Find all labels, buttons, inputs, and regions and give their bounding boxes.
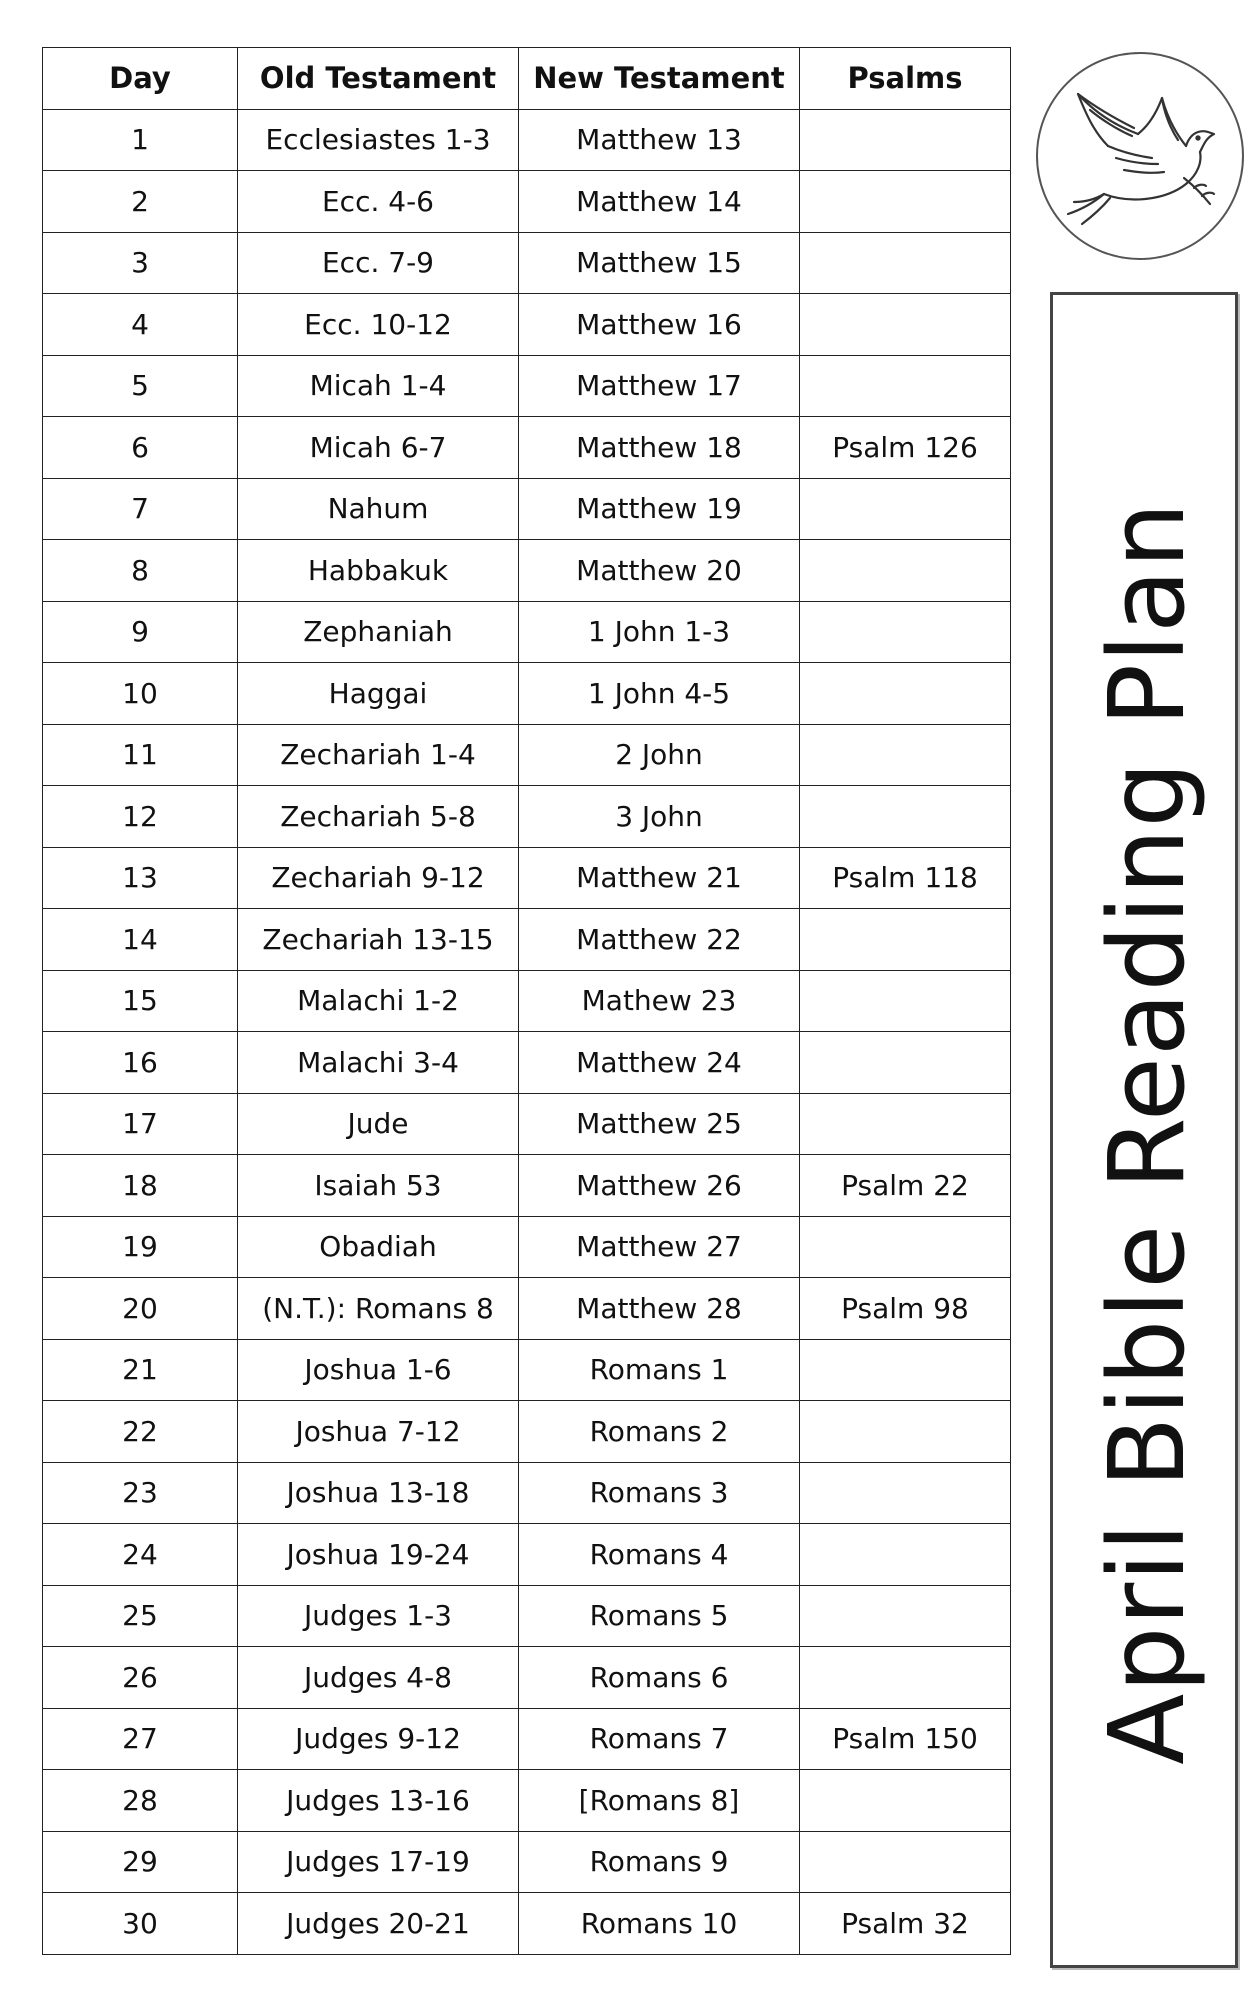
old-testament-cell: Nahum bbox=[238, 478, 519, 540]
new-testament-cell: 3 John bbox=[519, 786, 800, 848]
day-cell: 26 bbox=[43, 1647, 238, 1709]
day-cell: 9 bbox=[43, 601, 238, 663]
new-testament-cell: Mathew 23 bbox=[519, 970, 800, 1032]
old-testament-cell: Obadiah bbox=[238, 1216, 519, 1278]
new-testament-cell: 1 John 4-5 bbox=[519, 663, 800, 725]
table-row bbox=[43, 1401, 1011, 1463]
new-testament-cell: Matthew 15 bbox=[519, 232, 800, 294]
day-cell: 3 bbox=[43, 232, 238, 294]
new-testament-cell: Romans 3 bbox=[519, 1462, 800, 1524]
table-body bbox=[43, 109, 1011, 1954]
psalms-cell bbox=[800, 1093, 1011, 1155]
old-testament-cell: Micah 6-7 bbox=[238, 417, 519, 479]
old-testament-cell: Malachi 3-4 bbox=[238, 1032, 519, 1094]
new-testament-cell: 2 John bbox=[519, 724, 800, 786]
psalms-cell bbox=[800, 724, 1011, 786]
psalms-cell: Psalm 150 bbox=[800, 1708, 1011, 1770]
table-row bbox=[43, 970, 1011, 1032]
psalms-cell bbox=[800, 1770, 1011, 1832]
table-row bbox=[43, 847, 1011, 909]
title-panel bbox=[1050, 292, 1238, 1968]
day-cell: 1 bbox=[43, 109, 238, 171]
new-testament-cell: Matthew 14 bbox=[519, 171, 800, 233]
day-cell: 8 bbox=[43, 540, 238, 602]
day-cell: 23 bbox=[43, 1462, 238, 1524]
psalms-cell: Psalm 126 bbox=[800, 417, 1011, 479]
old-testament-cell: Judges 9-12 bbox=[238, 1708, 519, 1770]
old-testament-cell: Jude bbox=[238, 1093, 519, 1155]
table-row bbox=[43, 355, 1011, 417]
psalms-cell bbox=[800, 355, 1011, 417]
old-testament-cell: Joshua 7-12 bbox=[238, 1401, 519, 1463]
old-testament-cell: Judges 17-19 bbox=[238, 1831, 519, 1893]
new-testament-cell: Matthew 19 bbox=[519, 478, 800, 540]
header-day: Day bbox=[43, 48, 238, 110]
new-testament-cell: Romans 7 bbox=[519, 1708, 800, 1770]
psalms-cell bbox=[800, 786, 1011, 848]
day-cell: 25 bbox=[43, 1585, 238, 1647]
new-testament-cell: Matthew 17 bbox=[519, 355, 800, 417]
table-header-row bbox=[43, 48, 1011, 110]
new-testament-cell: [Romans 8] bbox=[519, 1770, 800, 1832]
old-testament-cell: Zechariah 1-4 bbox=[238, 724, 519, 786]
table-row bbox=[43, 1524, 1011, 1586]
psalms-cell: Psalm 98 bbox=[800, 1278, 1011, 1340]
table-row bbox=[43, 1278, 1011, 1340]
day-cell: 18 bbox=[43, 1155, 238, 1217]
psalms-cell bbox=[800, 909, 1011, 971]
day-cell: 30 bbox=[43, 1893, 238, 1955]
old-testament-cell: Judges 1-3 bbox=[238, 1585, 519, 1647]
table-row bbox=[43, 1647, 1011, 1709]
psalms-cell bbox=[800, 1401, 1011, 1463]
table-row bbox=[43, 1708, 1011, 1770]
old-testament-cell: Judges 20-21 bbox=[238, 1893, 519, 1955]
psalms-cell bbox=[800, 478, 1011, 540]
psalms-cell bbox=[800, 1032, 1011, 1094]
table-row bbox=[43, 417, 1011, 479]
old-testament-cell: Zechariah 9-12 bbox=[238, 847, 519, 909]
psalms-cell bbox=[800, 540, 1011, 602]
day-cell: 13 bbox=[43, 847, 238, 909]
new-testament-cell: Matthew 16 bbox=[519, 294, 800, 356]
table-row bbox=[43, 601, 1011, 663]
day-cell: 12 bbox=[43, 786, 238, 848]
dove-icon bbox=[1038, 54, 1242, 258]
day-cell: 28 bbox=[43, 1770, 238, 1832]
psalms-cell bbox=[800, 1462, 1011, 1524]
reading-plan-table bbox=[42, 47, 1011, 1955]
table-row bbox=[43, 171, 1011, 233]
new-testament-cell: Romans 10 bbox=[519, 1893, 800, 1955]
new-testament-cell: Matthew 21 bbox=[519, 847, 800, 909]
day-cell: 14 bbox=[43, 909, 238, 971]
new-testament-cell: Matthew 24 bbox=[519, 1032, 800, 1094]
table-row bbox=[43, 663, 1011, 725]
old-testament-cell: Joshua 13-18 bbox=[238, 1462, 519, 1524]
new-testament-cell: Romans 4 bbox=[519, 1524, 800, 1586]
day-cell: 20 bbox=[43, 1278, 238, 1340]
old-testament-cell: Ecc. 7-9 bbox=[238, 232, 519, 294]
day-cell: 21 bbox=[43, 1339, 238, 1401]
day-cell: 15 bbox=[43, 970, 238, 1032]
old-testament-cell: Malachi 1-2 bbox=[238, 970, 519, 1032]
table-row bbox=[43, 109, 1011, 171]
new-testament-cell: Romans 6 bbox=[519, 1647, 800, 1709]
old-testament-cell: Zephaniah bbox=[238, 601, 519, 663]
psalms-cell: Psalm 22 bbox=[800, 1155, 1011, 1217]
old-testament-cell: Micah 1-4 bbox=[238, 355, 519, 417]
old-testament-cell: Judges 4-8 bbox=[238, 1647, 519, 1709]
new-testament-cell: Romans 5 bbox=[519, 1585, 800, 1647]
day-cell: 5 bbox=[43, 355, 238, 417]
new-testament-cell: Matthew 22 bbox=[519, 909, 800, 971]
psalms-cell bbox=[800, 294, 1011, 356]
day-cell: 11 bbox=[43, 724, 238, 786]
psalms-cell bbox=[800, 109, 1011, 171]
header-psalms: Psalms bbox=[800, 48, 1011, 110]
new-testament-cell: Romans 1 bbox=[519, 1339, 800, 1401]
day-cell: 6 bbox=[43, 417, 238, 479]
new-testament-cell: Matthew 13 bbox=[519, 109, 800, 171]
new-testament-cell: Matthew 18 bbox=[519, 417, 800, 479]
table-row bbox=[43, 1462, 1011, 1524]
psalms-cell bbox=[800, 171, 1011, 233]
table-row bbox=[43, 478, 1011, 540]
old-testament-cell: Haggai bbox=[238, 663, 519, 725]
day-cell: 19 bbox=[43, 1216, 238, 1278]
table-row bbox=[43, 1155, 1011, 1217]
table-row bbox=[43, 232, 1011, 294]
psalms-cell bbox=[800, 970, 1011, 1032]
header-old-testament: Old Testament bbox=[238, 48, 519, 110]
old-testament-cell: Ecc. 10-12 bbox=[238, 294, 519, 356]
psalms-cell bbox=[800, 232, 1011, 294]
day-cell: 10 bbox=[43, 663, 238, 725]
table-row bbox=[43, 1893, 1011, 1955]
new-testament-cell: Matthew 27 bbox=[519, 1216, 800, 1278]
old-testament-cell: (N.T.): Romans 8 bbox=[238, 1278, 519, 1340]
psalms-cell bbox=[800, 1339, 1011, 1401]
new-testament-cell: Romans 2 bbox=[519, 1401, 800, 1463]
table-row bbox=[43, 294, 1011, 356]
table-row bbox=[43, 1585, 1011, 1647]
day-cell: 27 bbox=[43, 1708, 238, 1770]
old-testament-cell: Habbakuk bbox=[238, 540, 519, 602]
day-cell: 24 bbox=[43, 1524, 238, 1586]
day-cell: 7 bbox=[43, 478, 238, 540]
day-cell: 29 bbox=[43, 1831, 238, 1893]
old-testament-cell: Joshua 19-24 bbox=[238, 1524, 519, 1586]
old-testament-cell: Ecclesiastes 1-3 bbox=[238, 109, 519, 171]
new-testament-cell: Matthew 26 bbox=[519, 1155, 800, 1217]
dove-logo bbox=[1036, 52, 1244, 260]
table-row bbox=[43, 1216, 1011, 1278]
day-cell: 16 bbox=[43, 1032, 238, 1094]
page-title: April Bible Reading Plan bbox=[1086, 501, 1208, 1765]
header-new-testament: New Testament bbox=[519, 48, 800, 110]
psalms-cell bbox=[800, 1585, 1011, 1647]
psalms-cell bbox=[800, 1647, 1011, 1709]
table-row bbox=[43, 1831, 1011, 1893]
day-cell: 22 bbox=[43, 1401, 238, 1463]
old-testament-cell: Zechariah 13-15 bbox=[238, 909, 519, 971]
new-testament-cell: Matthew 25 bbox=[519, 1093, 800, 1155]
table-row bbox=[43, 1770, 1011, 1832]
new-testament-cell: Matthew 20 bbox=[519, 540, 800, 602]
table-row bbox=[43, 786, 1011, 848]
new-testament-cell: Matthew 28 bbox=[519, 1278, 800, 1340]
psalms-cell bbox=[800, 1216, 1011, 1278]
old-testament-cell: Isaiah 53 bbox=[238, 1155, 519, 1217]
new-testament-cell: 1 John 1-3 bbox=[519, 601, 800, 663]
old-testament-cell: Ecc. 4-6 bbox=[238, 171, 519, 233]
psalms-cell: Psalm 118 bbox=[800, 847, 1011, 909]
old-testament-cell: Judges 13-16 bbox=[238, 1770, 519, 1832]
psalms-cell bbox=[800, 601, 1011, 663]
day-cell: 4 bbox=[43, 294, 238, 356]
table-row bbox=[43, 909, 1011, 971]
psalms-cell bbox=[800, 1524, 1011, 1586]
table-row bbox=[43, 1093, 1011, 1155]
psalms-cell bbox=[800, 1831, 1011, 1893]
table-row bbox=[43, 1339, 1011, 1401]
old-testament-cell: Zechariah 5-8 bbox=[238, 786, 519, 848]
table-row bbox=[43, 724, 1011, 786]
new-testament-cell: Romans 9 bbox=[519, 1831, 800, 1893]
psalms-cell: Psalm 32 bbox=[800, 1893, 1011, 1955]
table-row bbox=[43, 1032, 1011, 1094]
day-cell: 2 bbox=[43, 171, 238, 233]
psalms-cell bbox=[800, 663, 1011, 725]
old-testament-cell: Joshua 1-6 bbox=[238, 1339, 519, 1401]
day-cell: 17 bbox=[43, 1093, 238, 1155]
table-row bbox=[43, 540, 1011, 602]
